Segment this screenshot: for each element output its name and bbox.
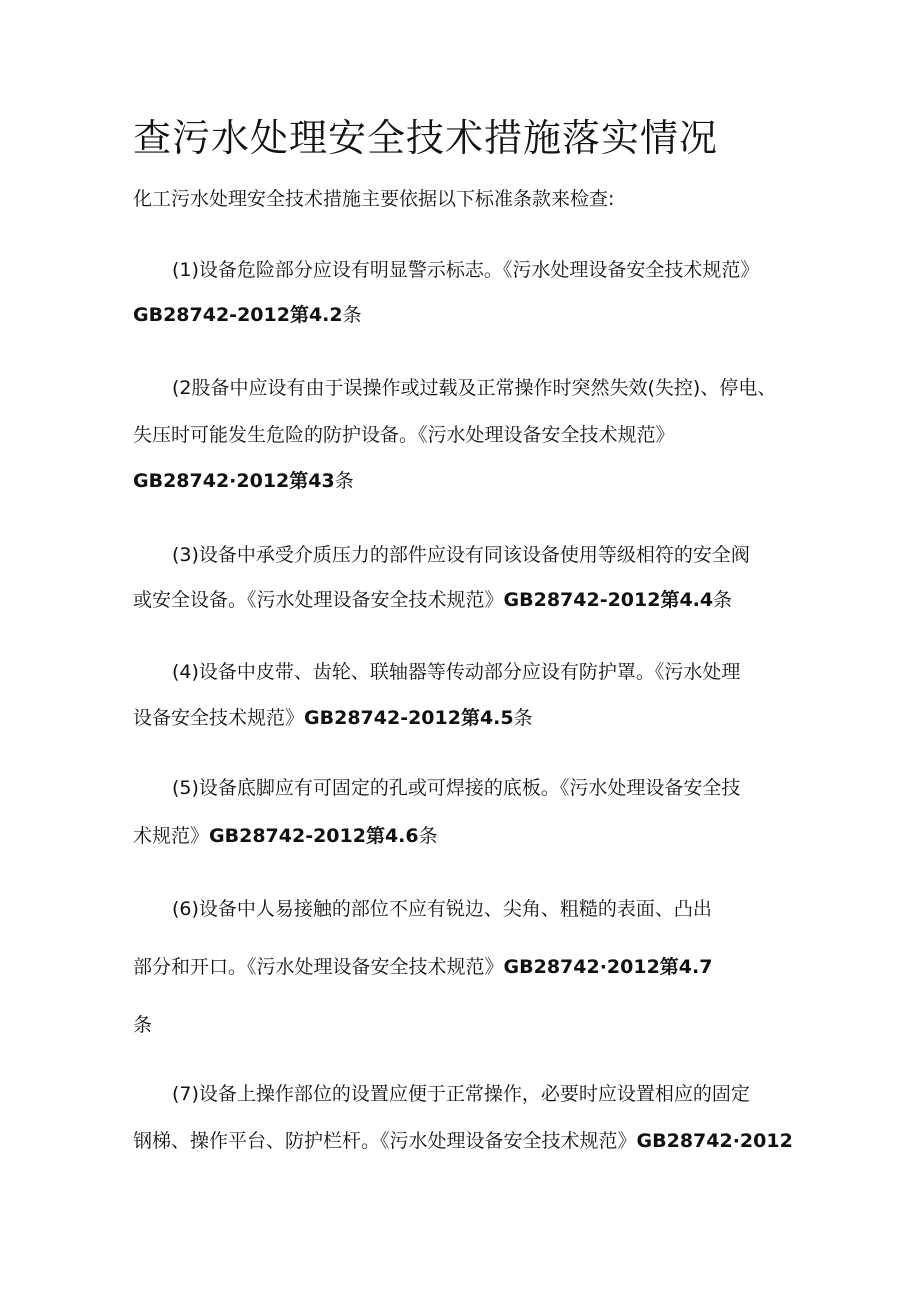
clause-1-line-1 [172, 257, 759, 283]
clause-text: (2股备中应设有由于误操作或过载及正常操作时突然失效(失控)、停电、 [172, 377, 777, 399]
standard-code: GB28742-2012第4.6 [209, 825, 419, 847]
standard-code: GB28742-2012第4.5 [304, 707, 514, 729]
clause-3-line-2 [133, 587, 732, 613]
clause-1-line-2 [133, 302, 362, 328]
clause-text: (1)设备危险部分应设有明显警示标志。《污水处理设备安全技术规范》 [172, 259, 760, 281]
clause-6-line-3 [133, 1012, 152, 1038]
clause-text: 钢梯、操作平台、防护栏杆。《污水处理设备安全技术规范》 [133, 1130, 637, 1152]
standard-code: GB28742-2012第4.4 [503, 589, 714, 611]
clause-3-line-1 [172, 542, 750, 568]
clause-suffix: 条 [713, 589, 733, 611]
clause-text: (5)设备底脚应有可固定的孔或可焊接的底板。《污水处理设备安全技 [172, 777, 741, 799]
clause-text: 术规范》 [133, 825, 210, 847]
clause-text: (4)设备中皮带、齿轮、联轴器等传动部分应设有防护罩。《污水处理 [172, 661, 741, 683]
clause-suffix: 条 [513, 707, 533, 729]
standard-code: GB28742·2012第43 [133, 470, 335, 492]
standard-code: GB28742·2012第4.7 [503, 956, 713, 978]
clause-5-line-1 [172, 775, 740, 801]
standard-code: GB28742·2012 [636, 1130, 793, 1152]
clause-text: (6)设备中人易接触的部位不应有锐边、尖角、粗糙的表面、凸出 [172, 898, 712, 920]
clause-2-line-1 [172, 375, 776, 401]
clause-text: 设备安全技术规范》 [133, 707, 305, 729]
clause-suffix: 条 [334, 470, 354, 492]
clause-text: 部分和开口。《污水处理设备安全技术规范》 [133, 956, 504, 978]
standard-code: GB28742-2012第4.2 [133, 304, 343, 326]
clause-2-line-3 [133, 468, 354, 494]
clause-6-line-1 [172, 896, 712, 922]
document-title: 查污水处理安全技术措施落实情况 [133, 116, 719, 160]
intro-paragraph: 化工污水处理安全技术措施主要依据以下标准条款来检查: [133, 188, 615, 210]
clause-text: 失压时可能发生危险的防护设备。《污水处理设备安全技术规范》 [133, 424, 675, 446]
clause-text: (7)设备上操作部位的设置应便于正常操作，必要时应设置相应的固定 [172, 1083, 750, 1105]
clause-6-line-2 [133, 954, 712, 980]
clause-suffix: 条 [342, 304, 362, 326]
clause-5-line-2 [133, 823, 438, 849]
clause-4-line-1 [172, 659, 740, 685]
clause-2-line-2 [133, 422, 675, 448]
clause-text: 或安全设备。《污水处理设备安全技术规范》 [133, 589, 504, 611]
clause-suffix: 条 [418, 825, 438, 847]
clause-7-line-1 [172, 1081, 750, 1107]
clause-suffix: 条 [133, 1014, 153, 1036]
clause-text: (3)设备中承受介质压力的部件应设有同该设备使用等级相符的安全阀 [172, 544, 750, 566]
clause-4-line-2 [133, 705, 533, 731]
clause-7-line-2 [133, 1128, 793, 1154]
